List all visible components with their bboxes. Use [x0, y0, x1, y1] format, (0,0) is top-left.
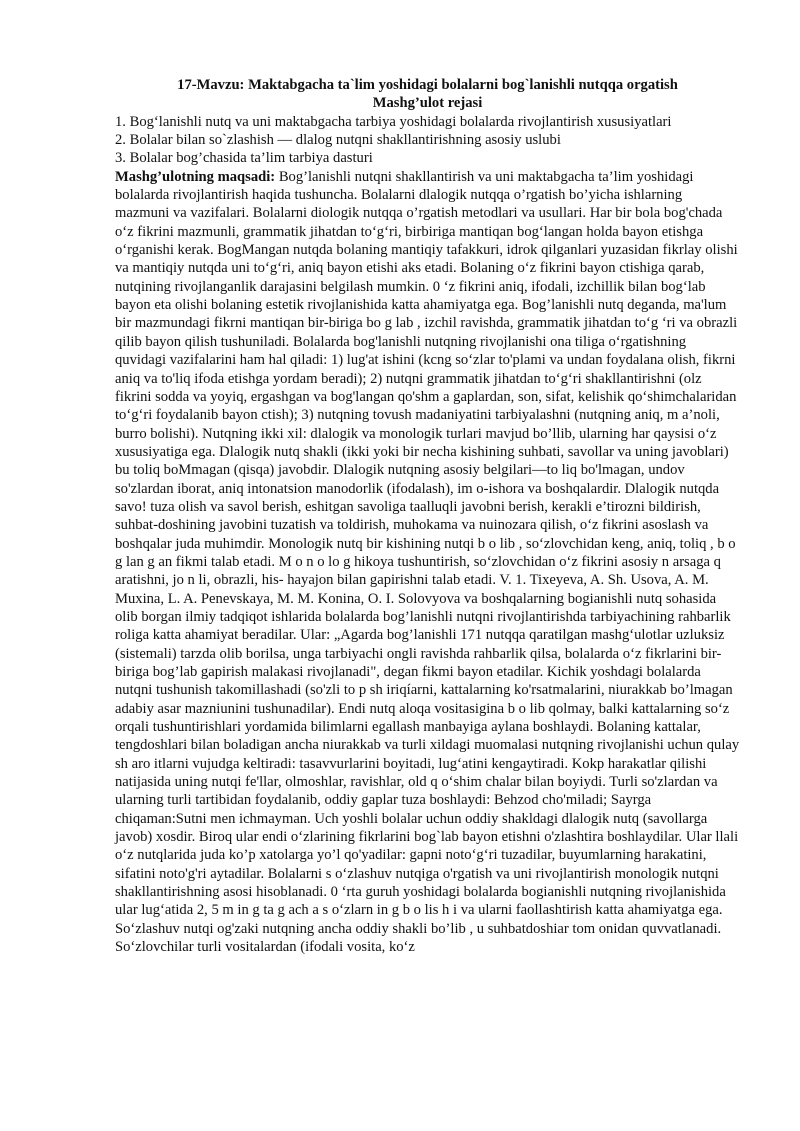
plan-item-1: 1. Bog‘lanishli nutq va uni maktabgacha tarbiya yoshidagi bolalarda rivojlantirish xususiyatlari [115, 113, 672, 130]
plan-item-3: 3. Bolalar bog’chasida ta’lim tarbiya dasturi [115, 150, 373, 167]
goal-label: Mashg’ulotning maqsadi: [115, 168, 276, 185]
plan-list [115, 113, 740, 168]
document-subtitle: Mashg’ulot rejasi [372, 95, 483, 112]
goal-text: Bog’lanishli nutqni shakllantirish va uni maktabgacha ta’lim yoshidagi bolalarda rivojlantirish haqida tushuncha. Bolalarni dlalogik nutqqa o’rgatish bo’yicha ishlarning mazmuni va vazifalari. Bolalarni diologik nutqqa o’rgatish metodlari va usullari. Har bir bola bog'chada o‘z fikrini mazmunli, grammatik jihatdan to‘g‘ri, birbiriga mantiqan bog‘langan holda bayon etishga o‘rganishi kerak. BogMangan nutqda bolaning mantiqiy tafakkuri, idrok qilganlari yuzasidan fikrlay olishi va mantiqiy nutqda uni to‘g‘ri, aniq bayon etishi aks etadi. Bolaning o‘z fikrini bayon ctishiga qarab, nutqining rivojlanganlik darajasini belgilash mumkin. 0 ‘z fikrini aniq, ifodali, izchillik bilan bog‘lab bayon eta olishi bolaning estetik rivojlanishida katta ahamiyatga ega. Bog’lanishli nutq deganda, ma'lum bir mazmundagi fikrni mantiqan bir-biriga bo g lab , izchil ravishda, grammatik jihatdan to‘g ‘ri va obrazli qilib bayon qilish tushuniladi. Bolalarda bog'lanishli nutqning rivojlanishi ona tiliga o‘rgatishning quvidagi vazifalarini ham hal qiladi: 1) lug'at ishini (kcng so‘zlar to'plami va undan foydalana olish, fikrni aniq va to'liq ifoda etishga yordam beradi); 2) nutqni grammatik jihatdan to‘g‘ri shakllantirishni (olz fikrini sodda va yoyiq, ergashgan va bog'langan qo'shm a gaplardan, son, sifat, kelishik qo‘shimchalaridan to‘g‘ri foydalanib bayon ctish); 3) nutqning tovush madaniyatini tarbiyalashni (nutqning aniq, m a’noli, burro bolishi). Nutqning ikki xil: dlalogik va monologik turlari mavjud bo’llib, ularning har qaysisi o‘z xususiyatiga ega. Dlalogik nutq shakli (ikki yoki bir necha kishining suhbati, savollar va uning javoblari) bu toliq boMmagan (qisqa) javobdir. Dlalogik nutqning asosiy belgilari—to liq bo'lmagan, undov so'zlardan iborat, aniq intonatsion manodorlik (ifodalash), im o-ishora va boshqalardir. Dlalogik nutqda savo! tuza olish va savol berish, eshitgan savoliga taalluqli javobni berish, kerakli e’tirozni bildirish, suhbat-doshining javobini tuzatish va toldirish, muhokama va nuinozara qilish, o‘z fikrini asoslash va boshqalar juda muhimdir. Monologik nutq bir kishining nutqi b o lib , so‘zlovchidan keng, aniq, toliq , b o g lan g an fikmi talab etadi. M o n o lo g hikoya tushuntirish, so‘zlovchidan o‘z fikrini asosiy n arsaga q aratishni, jo n li, obrazli, his- hayajon bilan gapirishni talab etadi. V. 1. Tixeyeva, A. Sh. Usova, A. M. Muxina, L. A. Penevskaya, M. M. Konina, O. I. Solovyova va boshqalarning bogianishli nutq sohasida olib borgan ilmiy tadqiqot ishlarida bolalarda bog’lanishli nutqni rivojlantirishda tarbiyachining rahbarlik roliga katta ahamiyat beradilar. Ular: „Agarda bog’lanishli 171 nutqqa qaratilgan mashg‘ulotlar uzluksiz (sistemali) tarzda olib borilsa, unga tarbiyachi ongli ravishda rahbarlik qilsa, bolalarda o‘z fikrlarini bir- biriga bog’lab gapirish malakasi rivojlanadi", degan fikmi bayon etadilar. Kichik yoshdagi bolalarda nutqni tushunish takomillashadi (so'zli to p sh iriqíarni, kattalarning ko'rsatmalarini, niurakkab bo’lmagan adabiy asar mazniunini tushunadilar). Endi nutq aloqa vositasigina b o lib qolmay, balki kattalarning so‘z orqali tushuntirishlari yordamida bilimlarni egallash manbayiga aylana boshlaydi. Bolaning kattalar, tengdoshlari bilan boladigan ancha niurakkab va turli xildagi muomalasi nutqning rivojlanishi uchun qulay sh aro itlarni vujudga keltiradi: tasavvurlarini boyitadi, lug‘atini kengaytiradi. Kokp harakatlar qilishi natijasida uning nutqi fe'llar, olmoshlar, ravishlar, old q o‘shim chalar bilan boyiydi. Turli so'zlardan va ularning turli tartibidan foydalanib, oddiy gaplar tuza boshlaydi: Behzod cho'miladi; Sayrga chiqaman:Sutni men ichmayman. Uch yoshli bolalar uchun oddiy shakldagi dlalogik nutq (savollarga javob) xosdir. Biroq ular endi o‘zlarining fikrlarini bog`lab bayon etishni o'zlashtira boshlaydilar. Ular llali o‘z nutqlarida juda ko’p xatolarga yo’l qo'yadilar: gapni noto‘g‘ri tuzadilar, buyumlarning harakatini, sifatini noto'g'ri aytadilar. Bolalarni s o‘zlashuv nutqiga o'rgatish va uni rivojlantirish monologik nutqni shakllantirishning asosi hisoblanadi. 0 ‘rta guruh yoshidagi bolalarda bogianishli nutqning rivojlanishida ular lug‘atida 2, 5 m in g ta g ach a s o‘zlarn in g b o lis h i va ularni faollashtirish katta ahamiyatga ega. So‘zlashuv nutqi og'zaki nutqning ancha oddiy shakli bo’lib , u suhbatdoshiar tom onidan quvvatlanadi. So‘zlovchilar turli vositalardan (ifodali vosita, ko‘z [115, 168, 740, 956]
document-page [115, 76, 740, 957]
goal-paragraph [115, 168, 740, 957]
document-title: 17-Mavzu: Maktabgacha ta`lim yoshidagi bolalarni bog`lanishli nutqqa orgatish [177, 77, 678, 93]
plan-item-2: 2. Bolalar bilan so`zlashish — dlalog nutqni shakllantirishning asosiy uslubi [115, 132, 561, 149]
